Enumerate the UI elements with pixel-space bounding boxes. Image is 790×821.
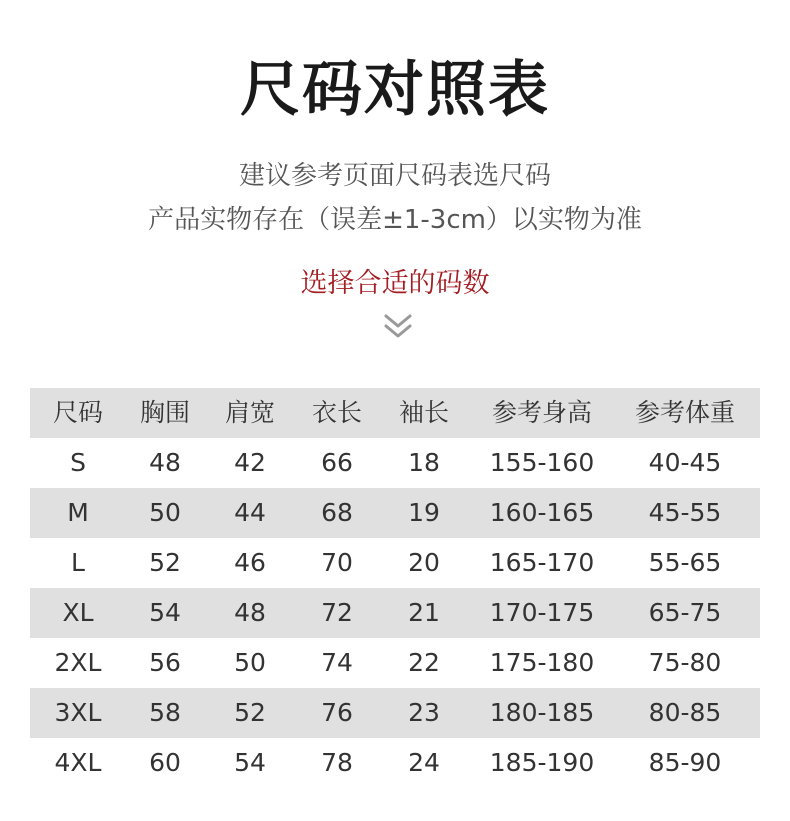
cell-length: 78	[321, 748, 353, 777]
cell-shoulder: 50	[234, 648, 266, 677]
cell-weight: 40-45	[648, 448, 722, 477]
cell-size: 3XL	[54, 698, 102, 727]
error-note-text: 产品实物存在（误差±1-3cm）以实物为准	[148, 205, 642, 235]
cell-height: 165-170	[489, 548, 595, 577]
cell-size: 2XL	[54, 648, 102, 677]
cell-sleeve: 23	[408, 698, 440, 727]
cell-shoulder: 44	[234, 498, 266, 527]
header-length: 衣长	[311, 398, 363, 427]
cell-weight: 55-65	[648, 548, 722, 577]
cell-chest: 58	[149, 698, 181, 727]
double-chevron-down-icon	[383, 312, 413, 342]
cell-sleeve: 22	[408, 648, 440, 677]
cell-height: 155-160	[489, 448, 595, 477]
cell-shoulder: 48	[234, 598, 266, 627]
header-weight: 参考体重	[634, 398, 736, 427]
cell-sleeve: 24	[408, 748, 440, 777]
table-row	[30, 688, 760, 738]
cell-length: 72	[321, 598, 353, 627]
table-row	[30, 538, 760, 588]
cell-size: L	[71, 548, 85, 577]
cell-height: 185-190	[489, 748, 595, 777]
cell-height: 170-175	[489, 598, 595, 627]
cell-chest: 54	[149, 598, 181, 627]
cell-length: 76	[321, 698, 353, 727]
cell-height: 175-180	[489, 648, 595, 677]
cell-sleeve: 19	[408, 498, 440, 527]
table-header-row	[30, 388, 760, 438]
cell-chest: 52	[149, 548, 181, 577]
cell-size: M	[67, 498, 89, 527]
size-advice-text: 建议参考页面尺码表选尺码	[238, 161, 551, 191]
cell-shoulder: 42	[234, 448, 266, 477]
table-row	[30, 438, 760, 488]
cell-shoulder: 46	[234, 548, 266, 577]
table-row	[30, 488, 760, 538]
header-size: 尺码	[52, 398, 104, 427]
cell-size: 4XL	[54, 748, 102, 777]
cell-chest: 48	[149, 448, 181, 477]
cell-height: 180-185	[489, 698, 595, 727]
choose-size-label: 选择合适的码数	[300, 268, 490, 299]
table-row	[30, 638, 760, 688]
cell-chest: 50	[149, 498, 181, 527]
table-row	[30, 738, 760, 788]
size-chart-table	[30, 388, 760, 788]
cell-shoulder: 52	[234, 698, 266, 727]
header-chest: 胸围	[139, 398, 191, 427]
cell-size: S	[70, 448, 86, 477]
cell-shoulder: 54	[234, 748, 266, 777]
cell-sleeve: 21	[408, 598, 440, 627]
cell-length: 74	[321, 648, 353, 677]
cell-length: 70	[321, 548, 353, 577]
table-row	[30, 588, 760, 638]
header-shoulder: 肩宽	[224, 398, 276, 427]
cell-weight: 75-80	[648, 648, 722, 677]
cell-sleeve: 20	[408, 548, 440, 577]
cell-weight: 45-55	[648, 498, 722, 527]
cell-chest: 56	[149, 648, 181, 677]
cell-size: XL	[62, 598, 94, 627]
cell-weight: 85-90	[648, 748, 722, 777]
header-height: 参考身高	[491, 398, 593, 427]
cell-sleeve: 18	[408, 448, 440, 477]
cell-length: 66	[321, 448, 353, 477]
cell-weight: 80-85	[648, 698, 722, 727]
cell-chest: 60	[149, 748, 181, 777]
page-title: 尺码对照表	[240, 55, 550, 125]
cell-height: 160-165	[489, 498, 595, 527]
cell-length: 68	[321, 498, 353, 527]
cell-weight: 65-75	[648, 598, 722, 627]
header-sleeve: 袖长	[398, 398, 450, 427]
